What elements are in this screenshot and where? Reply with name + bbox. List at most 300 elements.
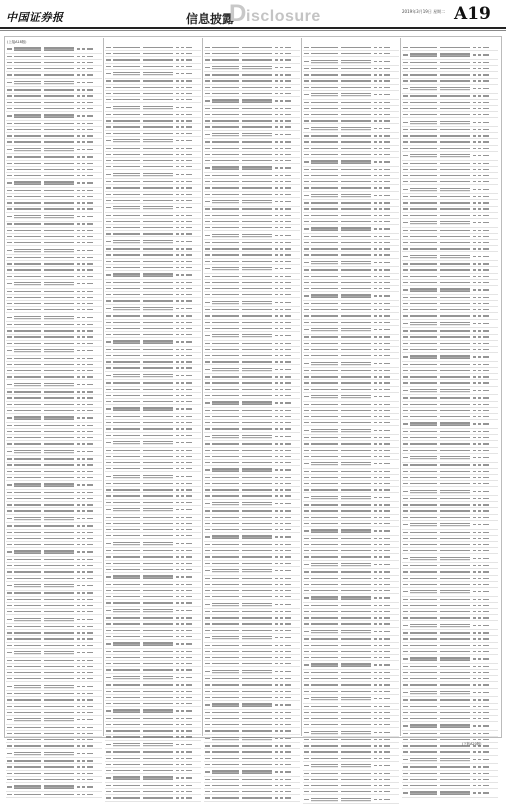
fine-print-cell: [205, 550, 210, 551]
fine-print-cell: [87, 391, 93, 392]
fine-print-cell: [483, 330, 489, 331]
fine-print-cell: [379, 228, 382, 229]
fine-print-cell: [113, 227, 140, 228]
fine-print-cell: [410, 510, 437, 511]
fine-print-cell: [44, 794, 74, 795]
fine-print-cell: [384, 791, 390, 792]
fine-print-cell: [473, 80, 476, 81]
fine-print-cell: [384, 779, 390, 780]
fine-print-cell: [311, 672, 338, 673]
fine-print-cell: [280, 718, 283, 719]
table-row: [6, 792, 102, 798]
fine-print-cell: [113, 441, 140, 442]
fine-print-cell: [410, 490, 437, 491]
fine-print-cell: [384, 483, 390, 484]
fine-print-cell: [403, 658, 408, 659]
fine-print-cell: [242, 724, 272, 725]
fine-print-cell: [82, 95, 85, 96]
fine-print-cell: [483, 498, 489, 499]
fine-print-cell: [275, 67, 278, 68]
fine-print-cell: [87, 437, 93, 438]
fine-print-cell: [242, 194, 272, 195]
fine-print-cell: [403, 706, 408, 707]
fine-print-cell: [285, 167, 291, 168]
fine-print-cell: [275, 208, 278, 209]
fine-print-cell: [483, 114, 489, 115]
fine-print-cell: [143, 173, 173, 174]
fine-print-cell: [87, 559, 93, 560]
fine-print-cell: [87, 317, 93, 318]
fine-print-cell: [205, 422, 210, 423]
fine-print-cell: [275, 462, 278, 463]
fine-print-cell: [379, 175, 382, 176]
fine-print-cell: [384, 450, 390, 451]
fine-print-cell: [87, 458, 93, 459]
fine-print-cell: [242, 517, 272, 518]
fine-print-cell: [143, 718, 173, 719]
fine-print-cell: [440, 617, 470, 618]
table-row: [303, 561, 399, 570]
fine-print-cell: [483, 256, 489, 257]
fine-print-cell: [212, 535, 239, 536]
fine-print-cell: [410, 416, 437, 417]
fine-print-cell: [379, 322, 382, 323]
fine-print-cell: [212, 328, 239, 329]
fine-print-cell: [143, 697, 173, 698]
table-row: [402, 152, 498, 161]
fine-print-cell: [82, 678, 85, 679]
fine-print-cell: [87, 605, 93, 606]
fine-print-cell: [106, 59, 111, 60]
fine-print-cell: [403, 632, 408, 633]
fine-print-cell: [181, 623, 184, 624]
fine-print-cell: [374, 691, 377, 692]
fine-print-cell: [410, 590, 437, 591]
fine-print-cell: [242, 328, 272, 329]
fine-print-cell: [478, 202, 481, 203]
fine-print-cell: [478, 792, 481, 793]
fine-print-cell: [7, 169, 12, 170]
fine-print-cell: [77, 102, 80, 103]
fine-print-cell: [176, 703, 179, 704]
fine-print-cell: [82, 498, 85, 499]
table-row: [402, 353, 498, 362]
fine-print-cell: [285, 248, 291, 249]
fine-print-cell: [205, 288, 210, 289]
fine-print-cell: [374, 336, 377, 337]
fine-print-cell: [87, 592, 93, 593]
fine-print-cell: [143, 221, 173, 222]
fine-print-cell: [87, 223, 93, 224]
fine-print-cell: [473, 297, 476, 298]
fine-print-cell: [285, 428, 291, 429]
fine-print-cell: [304, 517, 309, 518]
fine-print-cell: [176, 355, 179, 356]
fine-print-cell: [7, 48, 12, 49]
fine-print-cell: [143, 502, 173, 503]
fine-print-cell: [87, 202, 93, 203]
fine-print-cell: [242, 495, 272, 496]
fine-print-cell: [106, 341, 111, 342]
fine-print-cell: [275, 738, 278, 739]
fine-print-cell: [77, 391, 80, 392]
fine-print-cell: [379, 269, 382, 270]
fine-print-cell: [181, 47, 184, 48]
fine-print-cell: [403, 565, 408, 566]
fine-print-cell: [44, 336, 74, 337]
fine-print-cell: [242, 395, 272, 396]
fine-print-cell: [242, 477, 272, 478]
fine-print-cell: [280, 469, 283, 470]
fine-print-cell: [14, 632, 41, 633]
fine-print-cell: [341, 376, 371, 377]
fine-print-cell: [403, 544, 408, 545]
fine-print-cell: [205, 53, 210, 54]
fine-print-cell: [311, 349, 338, 350]
fine-print-cell: [176, 181, 179, 182]
fine-print-cell: [87, 324, 93, 325]
fine-print-cell: [143, 596, 173, 597]
fine-print-cell: [379, 309, 382, 310]
fine-print-cell: [304, 645, 309, 646]
fine-print-cell: [403, 517, 408, 518]
fine-print-cell: [143, 315, 173, 316]
fine-print-cell: [311, 404, 338, 405]
fine-print-cell: [304, 382, 309, 383]
fine-print-cell: [384, 550, 390, 551]
fine-print-cell: [176, 140, 179, 141]
fine-print-cell: [379, 617, 382, 618]
fine-print-cell: [176, 684, 179, 685]
fine-print-cell: [403, 169, 408, 170]
fine-print-cell: [379, 489, 382, 490]
fine-print-cell: [374, 355, 377, 356]
fine-print-cell: [478, 483, 481, 484]
fine-print-cell: [87, 115, 93, 116]
fine-print-cell: [275, 235, 278, 236]
fine-print-cell: [113, 416, 140, 417]
fine-print-cell: [77, 794, 80, 795]
fine-print-cell: [285, 369, 291, 370]
fine-print-cell: [280, 556, 283, 557]
fine-print-cell: [212, 443, 239, 444]
fine-print-cell: [106, 556, 111, 557]
fine-print-cell: [186, 174, 192, 175]
fine-print-cell: [44, 450, 74, 451]
fine-print-cell: [242, 483, 272, 484]
fine-print-cell: [311, 489, 338, 490]
fine-print-cell: [87, 230, 93, 231]
fine-print-cell: [7, 216, 12, 217]
fine-print-cell: [14, 169, 41, 170]
fine-print-cell: [181, 718, 184, 719]
fine-print-cell: [379, 181, 382, 182]
fine-print-cell: [374, 363, 377, 364]
fine-print-cell: [440, 691, 470, 692]
fine-print-cell: [82, 538, 85, 539]
fine-print-cell: [311, 437, 338, 438]
fine-print-cell: [483, 175, 489, 176]
fine-print-cell: [275, 254, 278, 255]
fine-print-cell: [181, 710, 184, 711]
fine-print-cell: [242, 59, 272, 60]
fine-print-cell: [242, 510, 272, 511]
fine-print-cell: [403, 242, 408, 243]
fine-print-cell: [341, 678, 371, 679]
fine-print-cell: [280, 590, 283, 591]
fine-print-cell: [14, 257, 41, 258]
fine-print-cell: [106, 758, 111, 759]
fine-print-cell: [483, 477, 489, 478]
fine-print-cell: [44, 324, 74, 325]
fine-print-cell: [106, 181, 111, 182]
fine-print-cell: [410, 87, 437, 88]
fine-print-cell: [374, 114, 377, 115]
fine-print-cell: [304, 181, 309, 182]
fine-print-cell: [374, 430, 377, 431]
fine-print-cell: [82, 585, 85, 586]
fine-print-cell: [440, 309, 470, 310]
fine-print-cell: [181, 416, 184, 417]
fine-print-cell: [186, 187, 192, 188]
fine-print-cell: [374, 443, 377, 444]
fine-print-cell: [410, 297, 437, 298]
fine-print-cell: [374, 523, 377, 524]
fine-print-cell: [44, 678, 74, 679]
fine-print-cell: [379, 678, 382, 679]
fine-print-cell: [483, 181, 489, 182]
fine-print-cell: [143, 550, 173, 551]
fine-print-cell: [374, 706, 377, 707]
fine-print-cell: [341, 242, 371, 243]
fine-print-cell: [242, 563, 272, 564]
fine-print-cell: [77, 216, 80, 217]
fine-print-cell: [106, 517, 111, 518]
fine-print-cell: [205, 108, 210, 109]
fine-print-cell: [44, 773, 74, 774]
fine-print-cell: [473, 95, 476, 96]
fine-print-cell: [205, 529, 210, 530]
fine-print-cell: [44, 249, 74, 250]
fine-print-cell: [440, 517, 470, 518]
fine-print-cell: [440, 389, 470, 390]
fine-print-cell: [82, 190, 85, 191]
fine-print-cell: [143, 441, 173, 442]
fine-print-cell: [106, 254, 111, 255]
fine-print-cell: [205, 194, 210, 195]
fine-print-cell: [483, 68, 489, 69]
fine-print-cell: [106, 294, 111, 295]
fine-print-cell: [181, 428, 184, 429]
fine-print-cell: [77, 242, 80, 243]
fine-print-cell: [304, 422, 309, 423]
fine-print-cell: [44, 282, 74, 283]
fine-print-cell: [410, 584, 437, 585]
fine-print-cell: [304, 456, 309, 457]
fine-print-cell: [285, 288, 291, 289]
fine-print-cell: [341, 605, 371, 606]
fine-print-cell: [275, 395, 278, 396]
fine-print-cell: [7, 276, 12, 277]
fine-print-cell: [285, 276, 291, 277]
fine-print-cell: [113, 401, 140, 402]
fine-print-cell: [7, 678, 12, 679]
fine-print-cell: [7, 135, 12, 136]
fine-print-cell: [106, 523, 111, 524]
fine-print-cell: [44, 632, 74, 633]
fine-print-cell: [280, 395, 283, 396]
fine-print-cell: [212, 282, 239, 283]
fine-print-cell: [77, 611, 80, 612]
fine-print-cell: [403, 605, 408, 606]
fine-print-cell: [87, 250, 93, 251]
fine-print-cell: [311, 382, 338, 383]
fine-print-cell: [384, 638, 390, 639]
fine-print-cell: [7, 129, 12, 130]
fine-print-cell: [341, 764, 371, 765]
fine-print-cell: [106, 736, 111, 737]
fine-print-cell: [113, 254, 140, 255]
fine-print-cell: [176, 349, 179, 350]
fine-print-cell: [440, 666, 470, 667]
fine-print-cell: [379, 578, 382, 579]
fine-print-cell: [143, 529, 173, 530]
fine-print-cell: [87, 257, 93, 258]
fine-print-cell: [82, 236, 85, 237]
fine-print-cell: [374, 128, 377, 129]
fine-print-cell: [275, 570, 278, 571]
fine-print-cell: [14, 316, 41, 317]
fine-print-cell: [304, 254, 309, 255]
fine-print-cell: [44, 651, 74, 652]
fine-print-cell: [14, 693, 41, 694]
fine-print-cell: [82, 135, 85, 136]
table-row: [204, 265, 300, 274]
fine-print-cell: [473, 148, 476, 149]
fine-print-cell: [205, 469, 210, 470]
fine-print-cell: [7, 733, 12, 734]
fine-print-cell: [44, 196, 74, 197]
fine-print-cell: [82, 391, 85, 392]
fine-print-cell: [341, 221, 371, 222]
fine-print-cell: [14, 666, 41, 667]
table-row: [105, 707, 201, 716]
fine-print-cell: [304, 590, 309, 591]
fine-print-cell: [473, 349, 476, 350]
fine-print-cell: [186, 563, 192, 564]
fine-print-cell: [379, 550, 382, 551]
fine-print-cell: [7, 376, 12, 377]
fine-print-cell: [280, 410, 283, 411]
fine-print-cell: [410, 376, 437, 377]
fine-print-cell: [242, 53, 272, 54]
fine-print-cell: [87, 760, 93, 761]
fine-print-cell: [87, 384, 93, 385]
fine-print-cell: [280, 529, 283, 530]
table-row: [204, 701, 300, 710]
table-row: [105, 405, 201, 414]
fine-print-cell: [82, 230, 85, 231]
fine-print-cell: [379, 597, 382, 598]
fine-print-cell: [440, 773, 470, 774]
fine-print-cell: [384, 684, 390, 685]
fine-print-cell: [181, 315, 184, 316]
fine-print-cell: [205, 382, 210, 383]
fine-print-cell: [379, 389, 382, 390]
fine-print-cell: [440, 611, 470, 612]
fine-print-cell: [113, 697, 140, 698]
fine-print-cell: [242, 248, 272, 249]
fine-print-cell: [77, 317, 80, 318]
fine-print-cell: [106, 657, 111, 658]
fine-print-cell: [478, 114, 481, 115]
fine-print-cell: [311, 483, 338, 484]
fine-print-cell: [374, 450, 377, 451]
fine-print-cell: [242, 678, 272, 679]
fine-print-cell: [14, 450, 41, 451]
fine-print-cell: [379, 396, 382, 397]
fine-print-cell: [186, 133, 192, 134]
fine-print-cell: [379, 74, 382, 75]
fine-print-cell: [212, 401, 239, 402]
fine-print-cell: [403, 135, 408, 136]
fine-print-cell: [403, 289, 408, 290]
fine-print-cell: [440, 397, 470, 398]
fine-print-cell: [341, 294, 371, 295]
fine-print-cell: [87, 638, 93, 639]
fine-print-cell: [181, 584, 184, 585]
table-row: [6, 146, 102, 155]
fine-print-cell: [181, 657, 184, 658]
fine-print-cell: [384, 295, 390, 296]
fine-print-cell: [473, 196, 476, 197]
fine-print-cell: [87, 779, 93, 780]
table-row: [105, 103, 201, 112]
fine-print-cell: [186, 200, 192, 201]
fine-print-cell: [478, 471, 481, 472]
fine-print-cell: [410, 62, 437, 63]
fine-print-cell: [77, 62, 80, 63]
fine-print-cell: [311, 148, 338, 149]
fine-print-cell: [478, 242, 481, 243]
fine-print-cell: [82, 532, 85, 533]
fine-print-cell: [186, 758, 192, 759]
fine-print-cell: [304, 678, 309, 679]
fine-print-cell: [242, 282, 272, 283]
fine-print-cell: [374, 564, 377, 565]
fine-print-cell: [44, 733, 74, 734]
fine-print-cell: [44, 62, 74, 63]
fine-print-cell: [176, 785, 179, 786]
fine-print-cell: [176, 267, 179, 268]
fine-print-cell: [82, 309, 85, 310]
fine-print-cell: [77, 458, 80, 459]
fine-print-cell: [106, 476, 111, 477]
table-row: [303, 728, 399, 737]
table-row: [204, 365, 300, 374]
fine-print-cell: [44, 464, 74, 465]
fine-print-cell: [77, 719, 80, 720]
fine-print-cell: [280, 477, 283, 478]
fine-print-cell: [205, 623, 210, 624]
fine-print-cell: [176, 435, 179, 436]
fine-print-cell: [82, 196, 85, 197]
fine-print-cell: [285, 704, 291, 705]
fine-print-cell: [242, 80, 272, 81]
fine-print-cell: [82, 330, 85, 331]
fine-print-cell: [304, 135, 309, 136]
fine-print-cell: [478, 759, 481, 760]
